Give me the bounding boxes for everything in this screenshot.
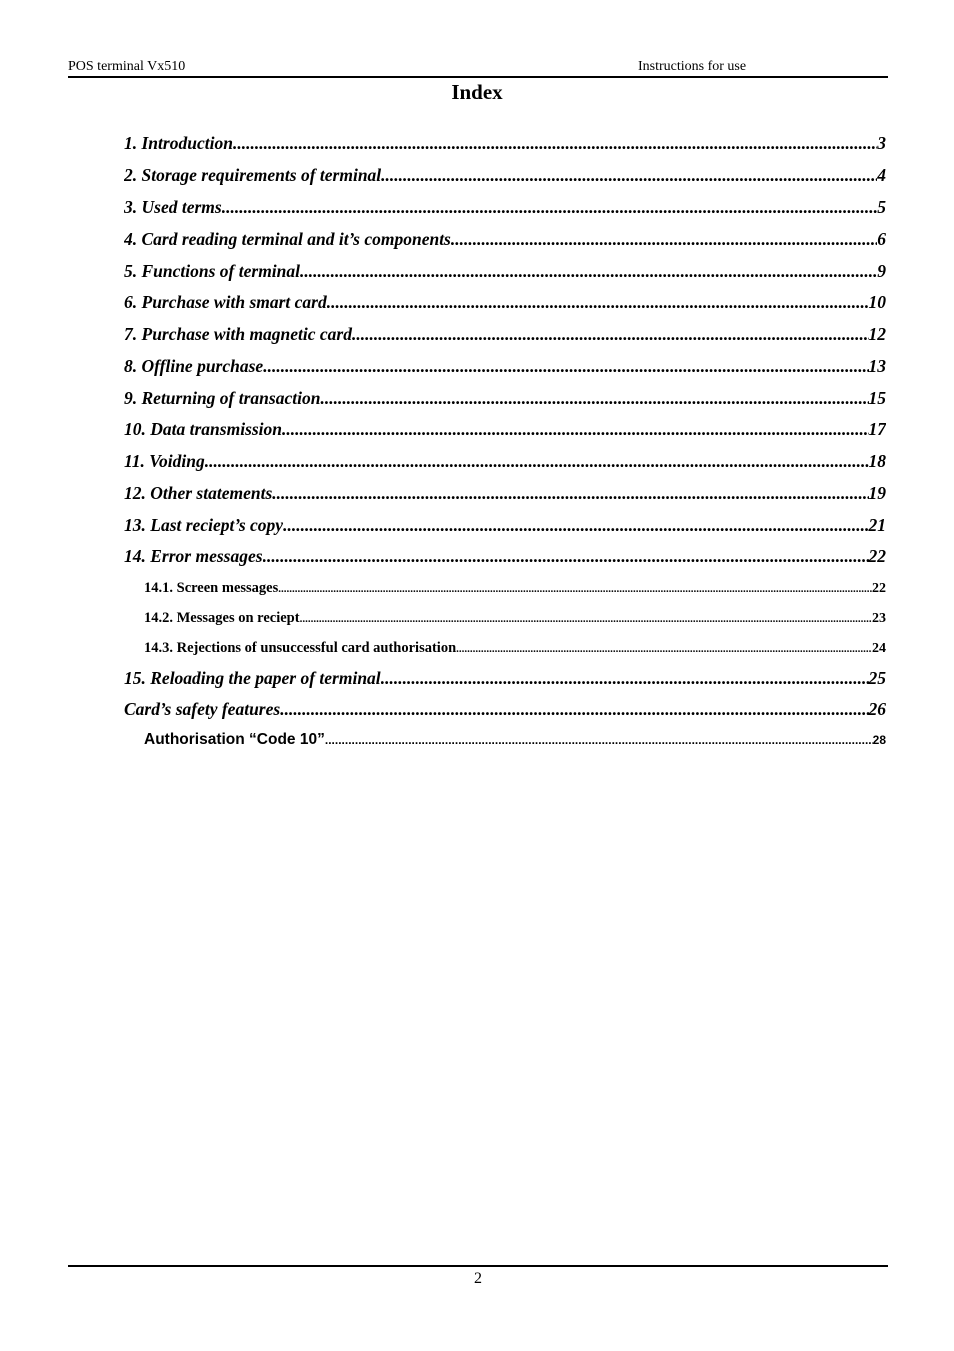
toc-leader-dots [233,132,877,154]
toc-leader-dots [451,228,877,250]
toc-leader-dots [352,323,869,345]
toc-entry-purchase-smart-card[interactable] [124,291,886,313]
toc-entry-title: 2. Storage requirements of terminal [124,165,382,185]
toc-entry-title: 6. Purchase with smart card [124,292,327,312]
toc-entry-page: 15 [868,388,886,408]
toc-leader-dots [300,260,877,282]
toc-entry-page: 12 [868,324,886,344]
toc-leader-dots [263,545,869,567]
toc-leader-dots [272,482,868,504]
toc-entry-page: 28 [872,733,886,747]
toc-entry-title: Card’s safety features [124,699,281,719]
toc-entry-title: 12. Other statements [124,483,273,503]
toc-entry-card-safety-features[interactable] [124,698,886,720]
toc-entry-data-transmission[interactable] [124,418,886,440]
toc-entry-title: 5. Functions of terminal [124,261,301,281]
toc-entry-functions-of-terminal[interactable] [124,260,886,282]
toc-entry-title: 1. Introduction [124,133,233,153]
toc-entry-title: 7. Purchase with magnetic card [124,324,352,344]
toc-entry-title: 14.1. Screen messages [144,580,279,596]
toc-entry-page: 9 [877,261,886,281]
toc-entry-title: 10. Data transmission [124,419,283,439]
toc-entry-voiding[interactable] [124,450,886,472]
toc-entry-page: 3 [877,133,886,153]
toc-leader-dots [456,640,872,657]
toc-entry-returning-transaction[interactable] [124,387,886,409]
toc-entry-title: 9. Returning of transaction [124,388,321,408]
toc-entry-introduction[interactable] [124,132,886,154]
toc-leader-dots [222,196,878,218]
toc-entry-page: 18 [868,451,886,471]
toc-leader-dots [300,610,872,627]
toc-entry-page: 17 [868,419,886,439]
page-title: Index [451,80,503,104]
toc-entry-screen-messages[interactable] [144,579,886,597]
toc-entry-page: 26 [868,699,886,719]
toc-entry-messages-on-reciept[interactable] [144,609,886,627]
toc-entry-title: 4. Card reading terminal and it’s components [124,229,451,249]
toc-entry-storage-requirements[interactable] [124,164,886,186]
toc-leader-dots [280,698,868,720]
toc-entry-authorisation-code-10[interactable] [144,730,886,749]
toc-entry-other-statements[interactable] [124,482,886,504]
toc-entry-page: 24 [872,641,886,656]
toc-leader-dots [327,291,869,313]
toc-entry-title: Authorisation “Code 10” [144,731,325,748]
page-number: 2 [474,1270,482,1287]
toc-entry-page: 13 [868,356,886,376]
toc-leader-dots [282,418,868,440]
toc-entry-last-reciept-copy[interactable] [124,514,886,536]
toc-entry-title: 8. Offline purchase [124,356,264,376]
toc-entry-error-messages[interactable] [124,545,886,567]
header-document-name: POS terminal Vx510 [68,59,186,74]
toc-entry-page: 25 [868,668,886,688]
toc-entry-page: 4 [877,165,886,185]
toc-entry-page: 22 [868,546,886,566]
toc-entry-title: 13. Last reciept’s copy [124,515,284,535]
toc-entry-title: 14. Error messages [124,546,263,566]
toc-entry-title: 15. Reloading the paper of terminal [124,668,381,688]
toc-leader-dots [205,450,869,472]
toc-entry-title: 14.2. Messages on reciept [144,610,300,626]
toc-leader-dots [320,387,868,409]
toc-entry-purchase-magnetic-card[interactable] [124,323,886,345]
toc-leader-dots [381,164,877,186]
toc-entry-title: 3. Used terms [124,197,222,217]
toc-entry-page: 23 [872,611,886,626]
toc-entry-page: 10 [868,292,886,312]
page-header [68,58,888,78]
toc-entry-title: 11. Voiding [124,451,205,471]
toc-entry-reloading-paper[interactable] [124,667,886,689]
toc-leader-dots [263,355,868,377]
toc-leader-dots [278,580,872,597]
toc-entry-card-reading-terminal[interactable] [124,228,886,250]
toc-entry-page: 21 [868,515,886,535]
toc-entry-page: 5 [877,197,886,217]
toc-entry-rejections-authorisation[interactable] [144,639,886,657]
toc-entry-page: 19 [868,483,886,503]
toc-entry-page: 22 [872,581,886,596]
toc-entry-page: 6 [877,229,886,249]
toc-entry-offline-purchase[interactable] [124,355,886,377]
toc-leader-dots [381,667,869,689]
toc-leader-dots [325,731,873,749]
toc-leader-dots [283,514,868,536]
header-document-type: Instructions for use [638,59,747,74]
toc-entry-used-terms[interactable] [124,196,886,218]
page-footer [68,1265,888,1289]
toc-entry-title: 14.3. Rejections of unsuccessful card authorisation [144,640,457,656]
